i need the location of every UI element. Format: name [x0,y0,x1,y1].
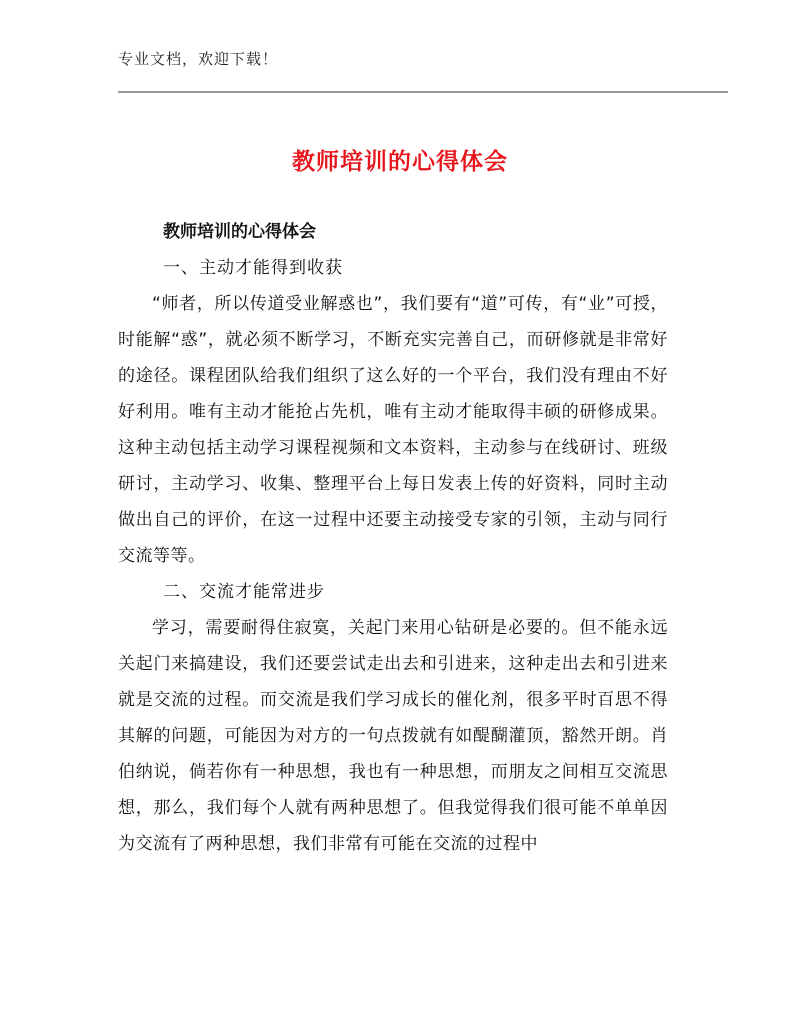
header-note: 专业文档，欢迎下载！ [118,50,279,68]
document-title: 教师培训的心得体会 [292,149,508,175]
section-paragraph-2: 学习，需要耐得住寂寞，关起门来用心钻研是必要的。但不能永远关起门来搞建设，我们还要尝试走出去和引进来，这种走出去和引进来就是交流的过程。而交流是我们学习成长的催化剂，很多平时百思不得其解的问题，可能因为对方的一句点拨就有如醍醐灌顶，豁然开朗。肖伯纳说，倘若你有一种思想，我也有一种思想，而朋友之间相互交流思想，那么，我们每个人就有两种思想了。但我觉得我们很可能不单单因为交流有了两种思想，我们非常有可能在交流的过程中 [118,618,668,854]
section-heading-2: 二、交流才能常进步 [163,582,325,602]
section-heading-1: 一、主动才能得到收获 [163,258,343,278]
document-subtitle: 教师培训的心得体会 [163,222,316,242]
document-body [118,214,668,862]
section-paragraph-1: “师者，所以传道受业解惑也”，我们要有“道”可传，有“业”可授，时能解“惑”，就必须不断学习，不断充实完善自己，而研修就是非常好的途径。课程团队给我们组织了这么好的一个平台，我们没有理由不好好利用。唯有主动才能抢占先机，唯有主动才能取得丰硕的研修成果。这种主动包括主动学习课程视频和文本资料，主动参与在线研讨、班级研讨，主动学习、收集、整理平台上每日发表上传的好资料，同时主动做出自己的评价，在这一过程中还要主动接受专家的引领，主动与同行交流等等。 [118,294,668,566]
header-divider [118,91,728,93]
